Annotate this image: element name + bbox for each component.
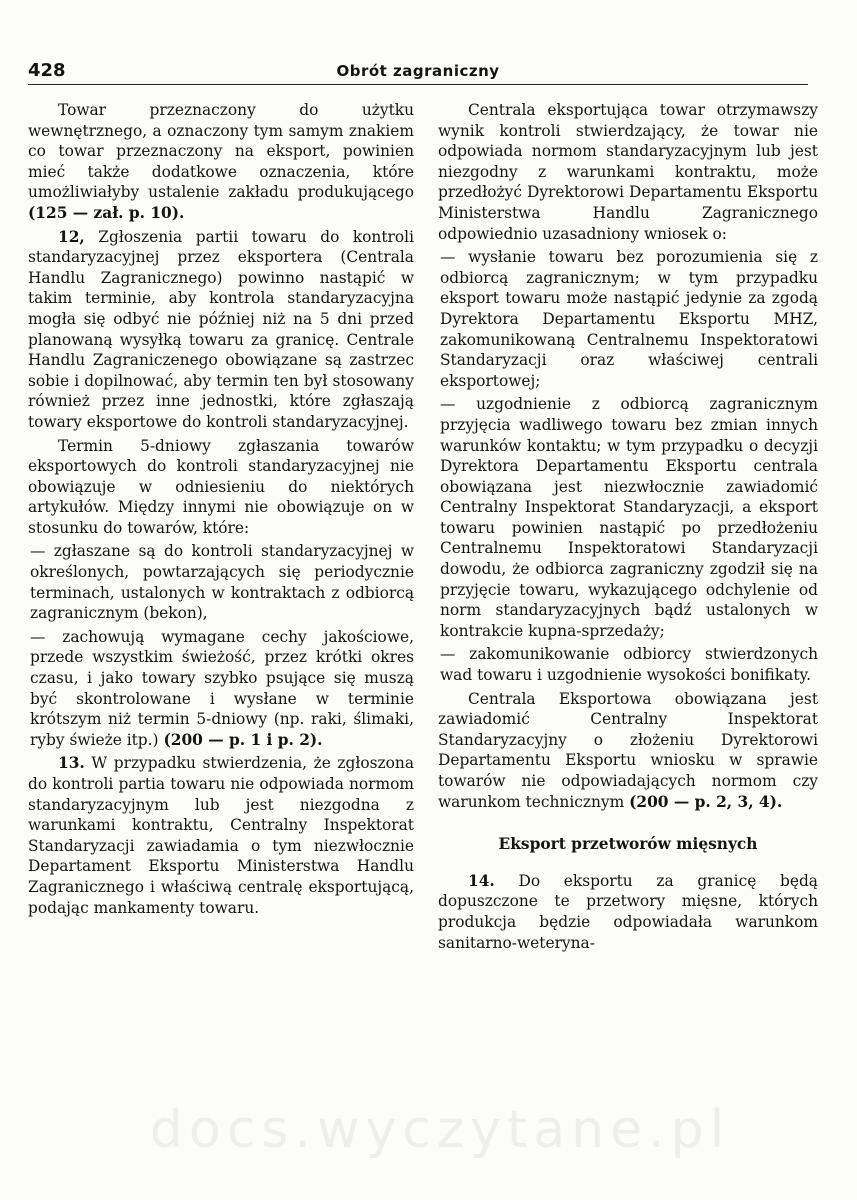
paragraph: Towar przeznaczony do użytku wewnętrznego, a oznaczony tym samym znakiem co towar przeznaczony na eksport, powinien mieć także dodatkowe oznaczenia, które umożliwiałyby ustalenie zakładu produkującego (125 — zał. p. 10). bbox=[28, 101, 414, 222]
paragraph-13: 13. W przypadku stwierdzenia, że zgłoszona do kontroli partia towaru nie odpowiada normom standaryzacyjnym lub jest niezgodna z warunkami kontraktu, Centralny Inspektorat Standaryzacji zawiadamia o tym niezwłocznie Departament Eksportu Ministerstwa Handlu Zagranicznego i właściwą centralę eksportującą, podając mankamenty towaru. bbox=[28, 754, 414, 917]
paragraph-14: 14. Do eksportu za granicę będą dopuszczone te przetwory mięsne, których produkcja będzie odpowiadała warunkom sanitarno-weteryna- bbox=[438, 871, 818, 952]
section-heading: Eksport przetworów mięsnych bbox=[498, 835, 758, 854]
paragraph: Termin 5-dniowy zgłaszania towarów eksportowych do kontroli standaryzacyjnej nie obowiązuje w odniesieniu do niektórych artykułów. Między innymi nie obowiązuje on w stosunku do towarów, które: bbox=[28, 436, 414, 537]
paragraph: Centrala Eksportowa obowiązana jest zawiadomić Centralny Inspektorat Standaryzacyjny o złożeniu Dyrektorowi Departamentu Eksportu wniosku w sprawie towarów nie odpowiadających normom czy warunkom technicznym (200 — p. 2, 3, 4). bbox=[438, 689, 818, 811]
left-column bbox=[28, 100, 414, 921]
running-title: Obrót zagraniczny bbox=[336, 62, 500, 80]
page-number: 428 bbox=[28, 60, 66, 81]
right-column bbox=[438, 100, 818, 956]
page-header bbox=[28, 56, 808, 85]
dash-item: — uzgodnienie z odbiorcą zagranicznym przyjęcia wadliwego towaru bez zmian innych warunków kontaktu; w tym przypadku o decyzji Dyrektora Departamentu Eksportu centrala obowiązana jest niezwłocznie zawiadomić Centralny Inspektorat Standaryzacji, a eksport towaru powinien nastąpić po przedłożeniu Centralnemu Inspektoratowi Standaryzacji dowodu, że odbiorca zagraniczny zgodził się na przyjęcie towaru, wykazującego odchylenie od norm standaryzacyjnych bądź ustalonych w kontrakcie kupna-sprzedaży; bbox=[440, 395, 818, 640]
paragraph-12: 12, Zgłoszenia partii towaru do kontroli standaryzacyjnej przez eksportera (Centrala Handlu Zagranicznego) powinno nastąpić w takim terminie, aby kontrola standaryzacyjna mogła się odbyć nie później niż na 5 dni przed planowaną wysyłką towaru za granicę. Centrale Handlu Zagraniczenego obowiązane są zastrzec sobie i dopilnować, aby termin ten był stosowany również przez inne jednostki, które zgłaszają towary eksportowe do kontroli standaryzacyjnej. bbox=[28, 227, 414, 431]
paragraph: Centrala eksportująca towar otrzymawszy wynik kontroli stwierdzający, że towar nie odpowiada normom standaryzacyjnym lub jest niezgodny z warunkami kontraktu, może przedłożyć Dyrektorowi Departamentu Eksportu Ministerstwa Handlu Zagranicznego odpowiednio uzasadniony wniosek o: bbox=[438, 101, 818, 243]
dash-item: — zachowują wymagane cechy jakościowe, przede wszystkim świeżość, przez krótki okres czasu, i jako towary szybko psujące się muszą być skontrolowane i wysłane w terminie krótszym niż termin 5-dniowy (np. raki, ślimaki, ryby świeże itp.) (200 — p. 1 i p. 2). bbox=[30, 627, 414, 749]
dash-item: — zgłaszane są do kontroli standaryzacyjnej w określonych, powtarzających się periodycznie terminach, ustalonych w kontraktach z odbiorcą zagranicznym (bekon), bbox=[30, 542, 414, 623]
dash-item: — zakomunikowanie odbiorcy stwierdzonych wad towaru i uzgodnienie wysokości bonifikaty. bbox=[440, 645, 818, 685]
watermark: docs.wyczytane.pl bbox=[149, 1100, 731, 1160]
dash-item: — wysłanie towaru bez porozumienia się z odbiorcą zagranicznym; w tym przypadku eksport towaru może nastąpić jedynie za zgodą Dyrektora Departamentu Eksportu MHZ, zakomunikowaną Centralnemu Inspektoratowi Standaryzacji oraz właściwej centrali eksportowej; bbox=[440, 248, 818, 390]
